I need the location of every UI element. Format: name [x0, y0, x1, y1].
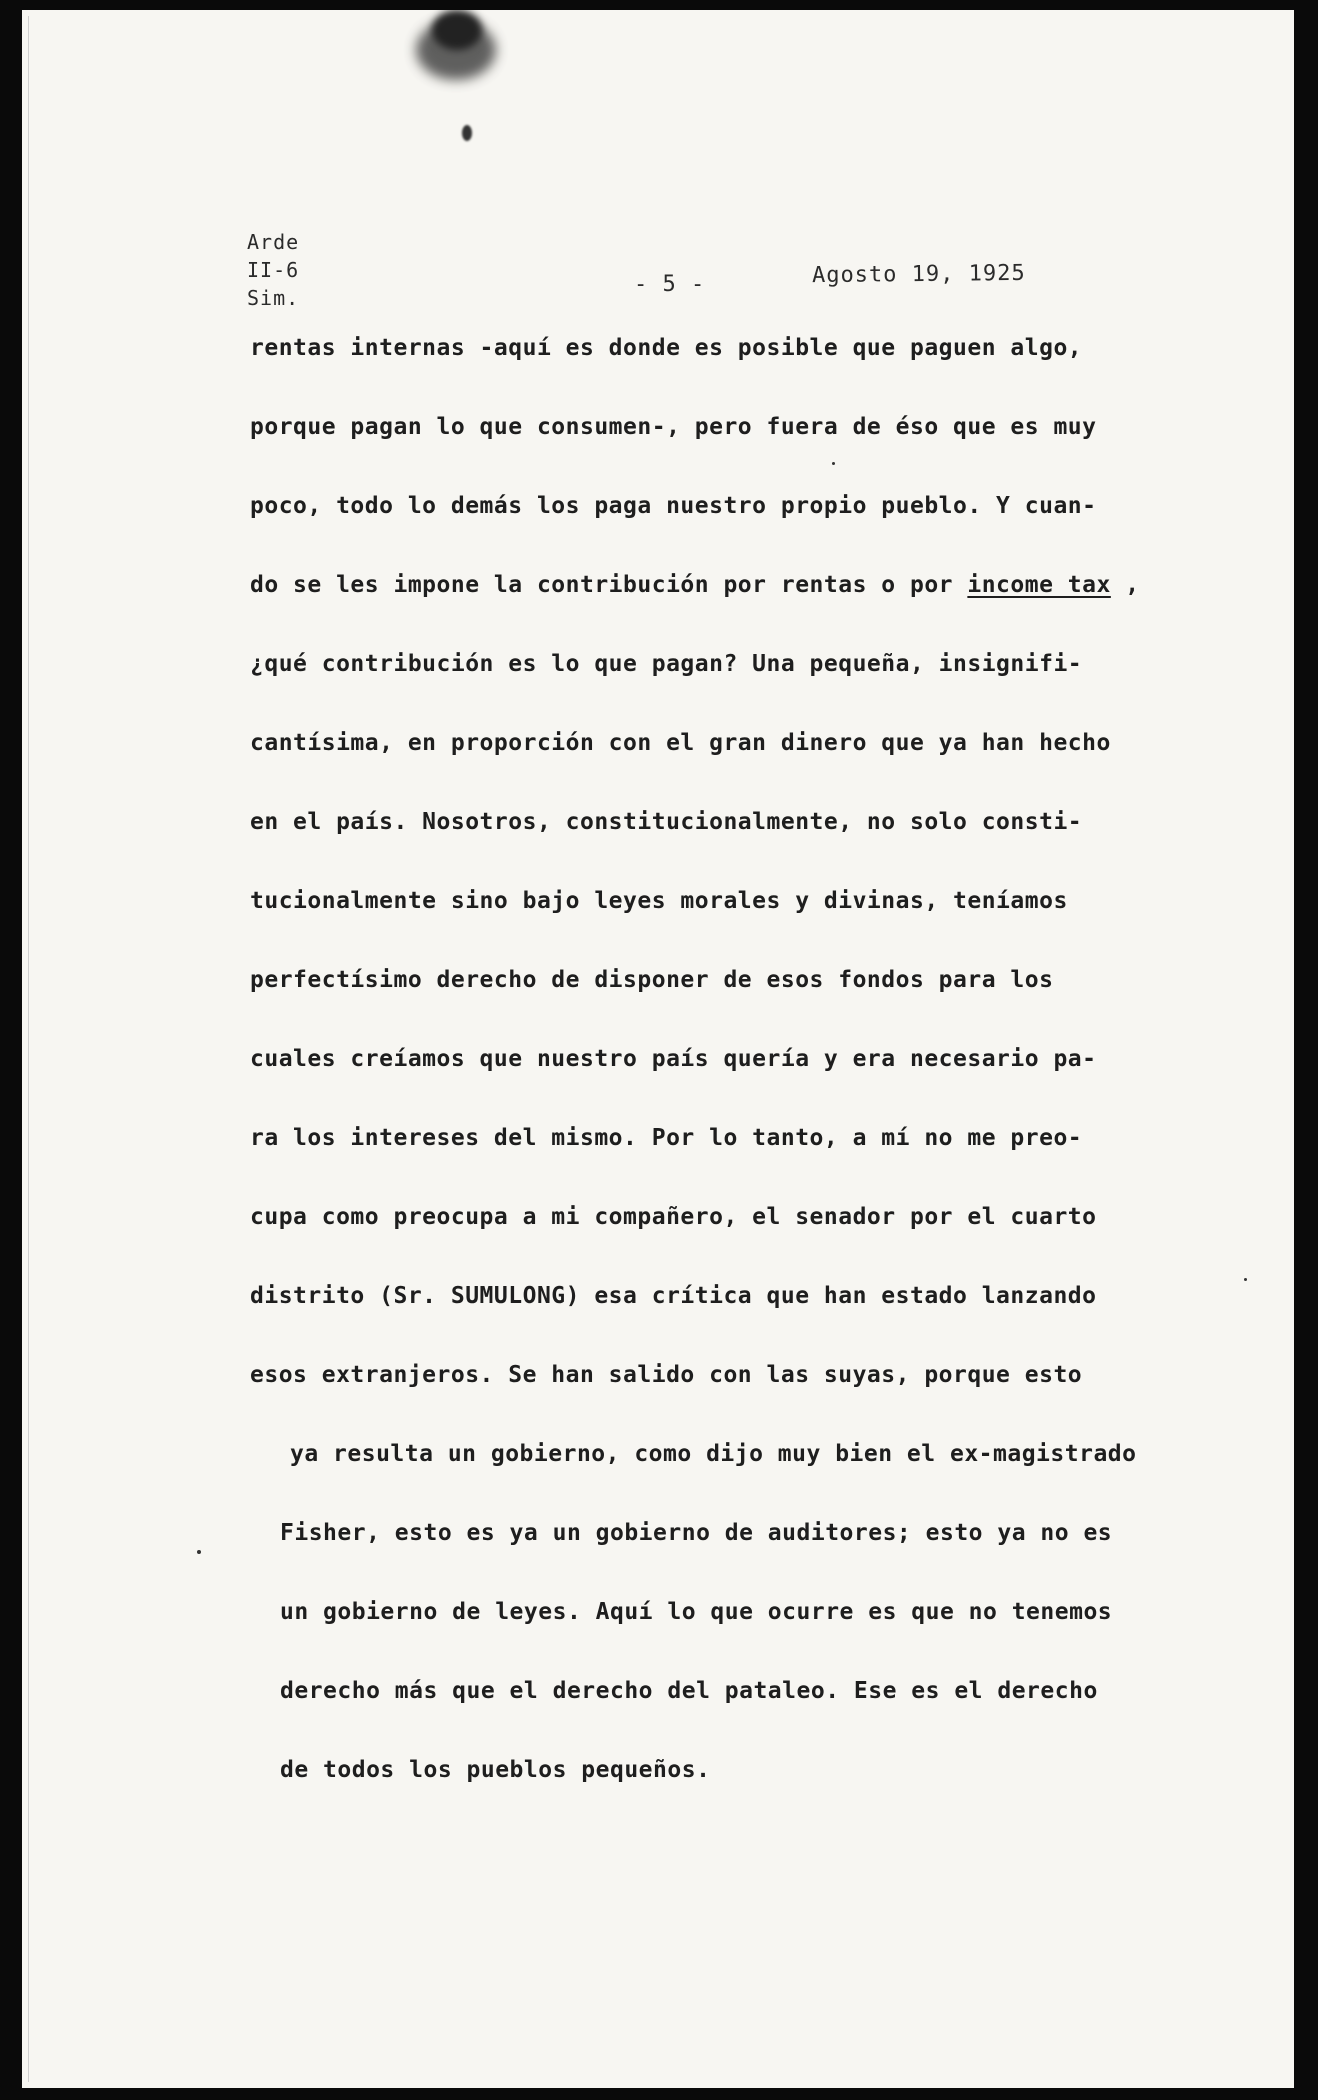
text-line: poco, todo lo demás los paga nuestro propio pueblo. Y cuan-	[250, 493, 1097, 519]
text-line: de todos los pueblos pequeños.	[280, 1757, 711, 1783]
ink-blot	[402, 10, 522, 100]
document-date: Agosto 19, 1925	[811, 260, 1026, 289]
text-line: perfectísimo derecho de disponer de esos fondos para los	[250, 967, 1054, 993]
header-line: Sim.	[247, 286, 300, 310]
text-line: distrito (Sr. SUMULONG) esa crítica que han estado lanzando	[250, 1283, 1097, 1309]
header-line: Arde	[247, 230, 300, 254]
paper-speck	[197, 1550, 201, 1554]
document-page	[22, 10, 1294, 2088]
header-reference	[247, 228, 299, 312]
text-line: en el país. Nosotros, constitucionalmente, no solo consti-	[250, 809, 1083, 835]
text-line: rentas internas -aquí es donde es posible que paguen algo,	[250, 335, 1083, 361]
text-line: Fisher, esto es ya un gobierno de auditores; esto ya no es	[280, 1520, 1113, 1546]
text-line: porque pagan lo que consumen-, pero fuera de éso que es muy	[250, 414, 1097, 440]
text-line: ra los intereses del mismo. Por lo tanto, a mí no me preo-	[250, 1125, 1083, 1151]
text-line: tucionalmente sino bajo leyes morales y divinas, teníamos	[250, 888, 1068, 914]
underlined-term: income tax	[967, 572, 1111, 598]
text-line: ¿qué contribución es lo que pagan? Una pequeña, insignifi-	[250, 651, 1083, 677]
paper-speck	[1244, 1278, 1247, 1281]
text-line: derecho más que el derecho del pataleo. Ese es el derecho	[280, 1678, 1098, 1704]
text-line: ya resulta un gobierno, como dijo muy bien el ex-magistrado	[290, 1441, 1137, 1467]
text-line: cantísima, en proporción con el gran dinero que ya han hecho	[250, 730, 1111, 756]
paper-speck	[832, 462, 835, 465]
header-line: II-6	[247, 258, 300, 282]
text-line: un gobierno de leyes. Aquí lo que ocurre es que no tenemos	[280, 1599, 1113, 1625]
text-line: cuales creíamos que nuestro país quería y era necesario pa-	[250, 1046, 1097, 1072]
text-line: cupa como preocupa a mi compañero, el senador por el cuarto	[250, 1204, 1097, 1230]
text-line: do se les impone la contribución por rentas o por income tax ,	[250, 572, 1140, 598]
text-line: esos extranjeros. Se han salido con las suyas, porque esto	[250, 1362, 1083, 1388]
page-number: - 5 -	[634, 272, 706, 297]
